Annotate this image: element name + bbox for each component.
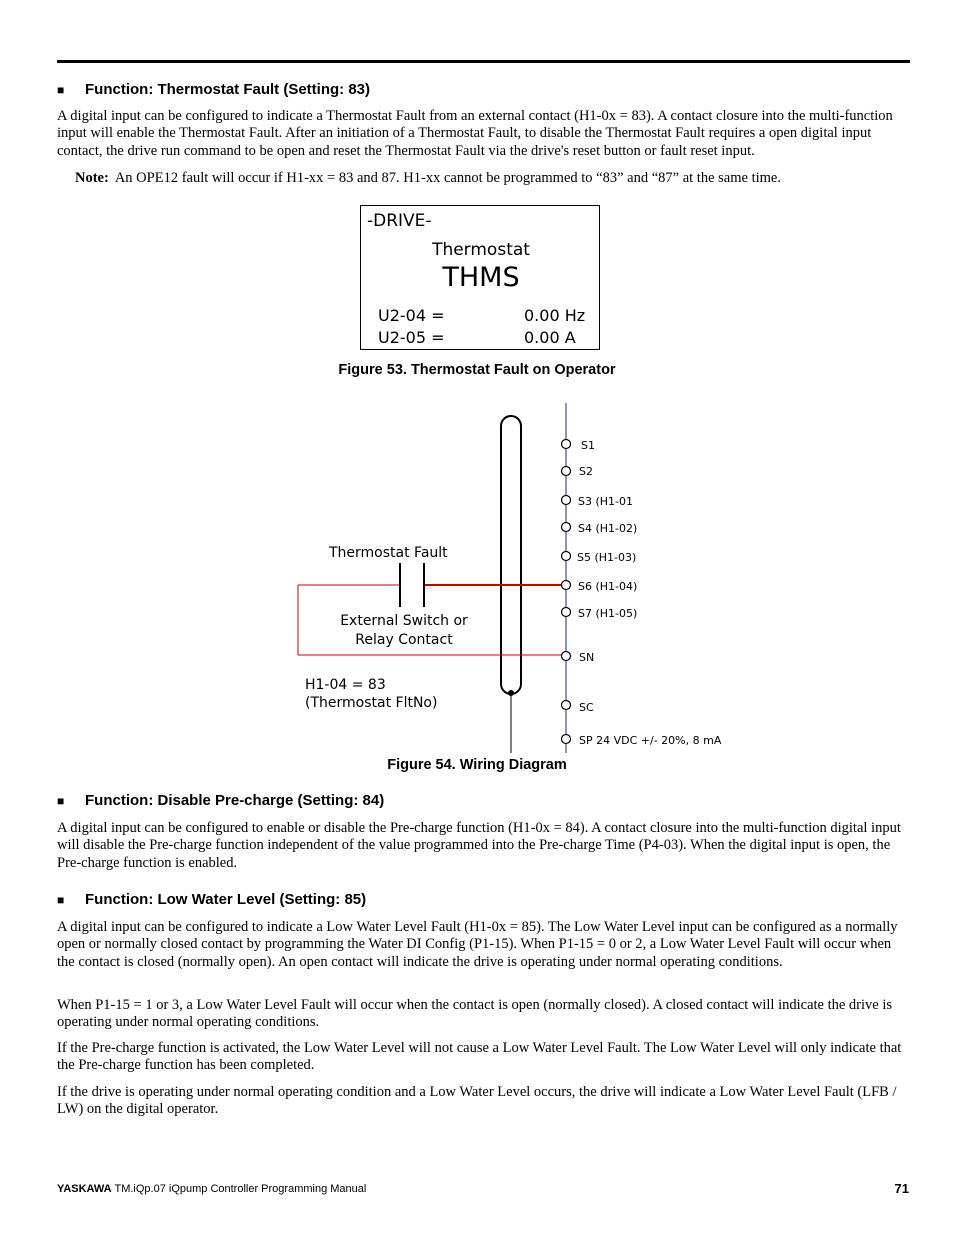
setting-label: (Thermostat FltNo) <box>305 695 438 711</box>
terminal-circle-sn <box>562 652 571 661</box>
bullet-square: ■ <box>57 83 65 97</box>
section-heading-thermostat: ■ Function: Thermostat Fault (Setting: 83) <box>57 81 370 98</box>
terminal-label: S3 (H1-01 <box>578 495 634 508</box>
top-rule <box>57 60 910 63</box>
section-heading-precharge: ■ Function: Disable Pre-charge (Setting: 84) <box>57 792 385 809</box>
note-label: Note: <box>75 170 109 186</box>
lowwater-paragraph: If the drive is operating under normal operating condition and a Low Water Level occurs, the drive will indicate a Low Water Level Fault (LFB / LW) on the digital operator. <box>57 1084 897 1118</box>
switch-label: Relay Contact <box>355 632 453 648</box>
switch-label: External Switch or <box>340 613 468 629</box>
setting-label: H1-04 = 83 <box>305 677 386 693</box>
terminal-label: S4 (H1-02) <box>578 522 638 535</box>
terminal-circle-sc <box>562 701 571 710</box>
page-number: 71 <box>894 1181 909 1196</box>
terminal-label: S5 (H1-03) <box>577 551 637 564</box>
connector-bar <box>501 416 521 694</box>
terminal-circle-s2 <box>562 467 571 476</box>
terminal-label: S7 (H1-05) <box>578 607 638 620</box>
bullet-square: ■ <box>57 893 65 907</box>
terminal-label: SN <box>579 651 595 664</box>
operator-mode: -DRIVE- <box>367 211 432 231</box>
terminal-label: SP 24 VDC +/- 20%, 8 mA <box>579 734 722 747</box>
lowwater-paragraph: A digital input can be configured to indicate a Low Water Level Fault (H1-0x = 85). The Low Water Level input can be configured as a normally open or normally closed contact by programming the Water DI Config (P1-15). When P1-15 = 0 or 2, a Low Water Level Fault will occur when the contact is closed (normally open). An open contact will indicate the drive is operating under normal operating conditions. <box>57 919 898 970</box>
figure54-caption: Figure 54. Wiring Diagram <box>387 757 567 773</box>
operator-display <box>360 205 600 350</box>
terminal-label: S1 <box>581 439 595 452</box>
precharge-paragraph: A digital input can be configured to enable or disable the Pre-charge function (H1-0x = 84). A contact closure into the multi-function digital input will disable the Pre-charge function independent of the value programmed into the Pre-charge Time (P4-03). When the digital input is open, the Pre-charge function is enabled. <box>57 820 901 871</box>
footer-brand: YASKAWA <box>57 1183 112 1195</box>
lowwater-paragraph: If the Pre-charge function is activated, the Low Water Level will not cause a Low Water Level Fault. The Low Water Level will only indicate that the Pre-charge function has been completed. <box>57 1040 902 1074</box>
note-text: An OPE12 fault will occur if H1-xx = 83 and 87. H1-xx cannot be programmed to “83” and “87” at the same time. <box>114 170 781 186</box>
footer <box>57 1183 366 1195</box>
bullet-square: ■ <box>57 794 65 808</box>
figure53-caption: Figure 53. Thermostat Fault on Operator <box>338 362 616 378</box>
operator-code: THMS <box>442 262 520 293</box>
thermostat-paragraph: A digital input can be configured to indicate a Thermostat Fault from an external contact (H1-0x = 83). A contact closure into the multi-function input will enable the Thermostat Fault. After an initiation of a Thermostat Fault, to disable the Thermostat Fault requires a open digital input contact, the drive run command to be open and reset the Thermostat Fault via the drive's reset button or fault reset input. <box>57 108 893 159</box>
terminal-circle-s1 <box>562 440 571 449</box>
operator-row-value: 0.00 A <box>524 328 576 347</box>
operator-title: Thermostat <box>432 240 530 260</box>
terminal-label: S6 (H1-04) <box>578 580 638 593</box>
terminal-circle-s5 <box>562 552 571 561</box>
footer-doc-title: TM.iQp.07 iQpump Controller Programming Manual <box>114 1183 367 1195</box>
contact-label: Thermostat Fault <box>329 545 448 561</box>
operator-row-value: 0.00 Hz <box>524 306 586 325</box>
section-heading-lowwater: ■ Function: Low Water Level (Setting: 85) <box>57 891 367 908</box>
terminal-circle-s7 <box>562 608 571 617</box>
operator-row-param: U2-04 = <box>378 306 445 325</box>
terminal-circle-sp <box>562 735 571 744</box>
lowwater-paragraph: When P1-15 = 1 or 3, a Low Water Level Fault will occur when the contact is open (normally closed). A closed contact will indicate the drive is operating under normal operating conditions. <box>57 997 893 1031</box>
thermostat-note <box>75 170 781 187</box>
terminal-circle-s6 <box>562 581 571 590</box>
operator-row-param: U2-05 = <box>378 328 445 347</box>
terminal-label: SC <box>579 701 594 714</box>
terminal-label: S2 <box>579 465 593 478</box>
terminal-circle-s4 <box>562 523 571 532</box>
wiring-diagram <box>0 395 954 760</box>
terminal-circle-s3 <box>562 496 571 505</box>
